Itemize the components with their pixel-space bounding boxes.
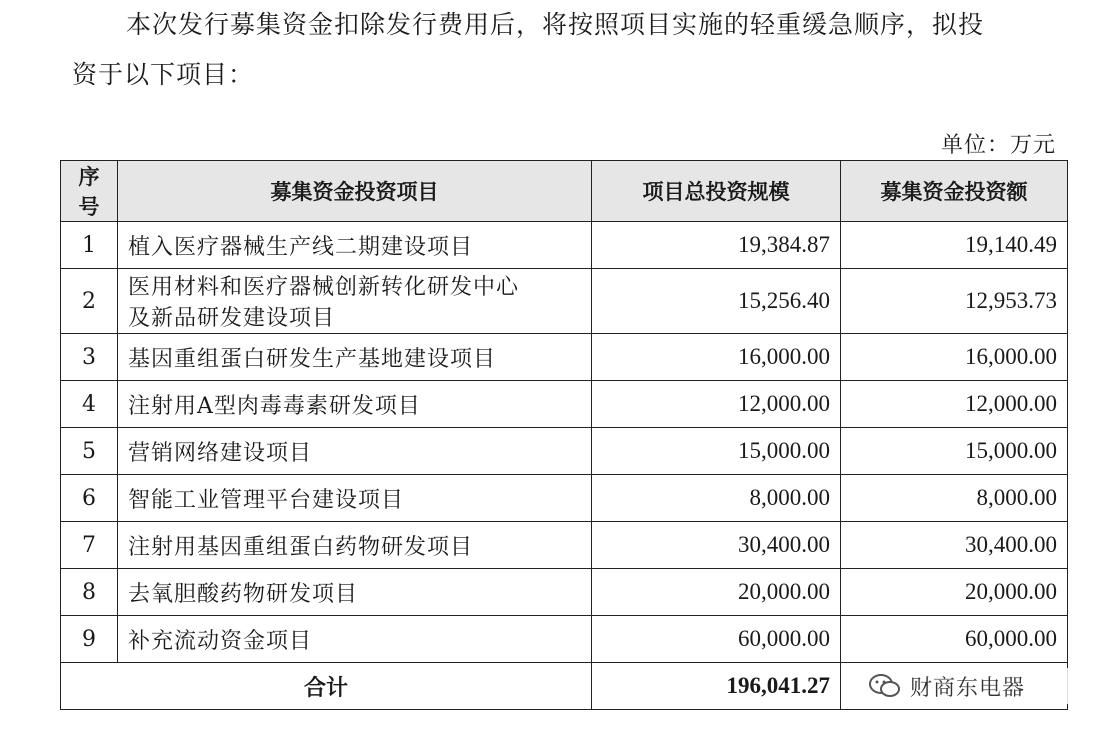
table-row bbox=[61, 381, 1068, 428]
row-seq: 9 bbox=[61, 616, 118, 663]
row-project-name: 智能工业管理平台建设项目 bbox=[118, 475, 592, 522]
table-row bbox=[61, 222, 1068, 269]
table-row bbox=[61, 569, 1068, 616]
table-row bbox=[61, 475, 1068, 522]
row-raised-investment: 12,953.73 bbox=[841, 269, 1068, 334]
row-total-investment: 20,000.00 bbox=[592, 569, 841, 616]
row-raised-investment: 16,000.00 bbox=[841, 334, 1068, 381]
row-raised-investment: 12,000.00 bbox=[841, 381, 1068, 428]
row-project-name-line-2: 及新品研发建设项目 bbox=[128, 306, 336, 331]
table-row bbox=[61, 616, 1068, 663]
row-seq: 2 bbox=[61, 269, 118, 334]
intro-line-2: 资于以下项目： bbox=[72, 60, 255, 89]
header-seq: 序号 bbox=[61, 161, 118, 222]
row-seq: 5 bbox=[61, 428, 118, 475]
row-total-investment: 12,000.00 bbox=[592, 381, 841, 428]
header-raised-investment: 募集资金投资额 bbox=[841, 161, 1068, 222]
row-total-investment: 15,256.40 bbox=[592, 269, 841, 334]
row-project-name: 注射用基因重组蛋白药物研发项目 bbox=[118, 522, 592, 569]
row-project-name-line-1: 医用材料和医疗器械创新转化研发中心 bbox=[128, 275, 520, 300]
row-total-investment: 30,400.00 bbox=[592, 522, 841, 569]
row-seq: 4 bbox=[61, 381, 118, 428]
total-investment-sum: 196,041.27 bbox=[592, 663, 841, 710]
row-raised-investment: 8,000.00 bbox=[841, 475, 1068, 522]
row-raised-investment: 60,000.00 bbox=[841, 616, 1068, 663]
unit-label: 单位：万元 bbox=[940, 133, 1056, 158]
header-project: 募集资金投资项目 bbox=[118, 161, 592, 222]
row-project-name: 补充流动资金项目 bbox=[118, 616, 592, 663]
row-project-name: 去氧胆酸药物研发项目 bbox=[118, 569, 592, 616]
intro-line-1: 本次发行募集资金扣除发行费用后，将按照项目实施的轻重缓急顺序，拟投 bbox=[126, 10, 985, 39]
investment-table bbox=[60, 160, 1068, 710]
row-project-name bbox=[118, 269, 592, 334]
row-seq: 7 bbox=[61, 522, 118, 569]
table-row bbox=[61, 522, 1068, 569]
row-raised-investment: 30,400.00 bbox=[841, 522, 1068, 569]
row-project-name: 植入医疗器械生产线二期建设项目 bbox=[118, 222, 592, 269]
row-total-investment: 16,000.00 bbox=[592, 334, 841, 381]
table-row bbox=[61, 334, 1068, 381]
total-label: 合计 bbox=[61, 663, 592, 710]
row-total-investment: 8,000.00 bbox=[592, 475, 841, 522]
table-row bbox=[61, 428, 1068, 475]
header-total-investment: 项目总投资规模 bbox=[592, 161, 841, 222]
row-raised-investment: 20,000.00 bbox=[841, 569, 1068, 616]
watermark bbox=[868, 668, 1088, 704]
wechat-icon bbox=[868, 672, 902, 700]
row-project-name: 营销网络建设项目 bbox=[118, 428, 592, 475]
row-total-investment: 60,000.00 bbox=[592, 616, 841, 663]
row-seq: 6 bbox=[61, 475, 118, 522]
row-seq: 3 bbox=[61, 334, 118, 381]
row-seq: 1 bbox=[61, 222, 118, 269]
row-raised-investment: 19,140.49 bbox=[841, 222, 1068, 269]
row-raised-investment: 15,000.00 bbox=[841, 428, 1068, 475]
row-project-name: 基因重组蛋白研发生产基地建设项目 bbox=[118, 334, 592, 381]
table-row bbox=[61, 269, 1068, 334]
row-project-name: 注射用A型肉毒毒素研发项目 bbox=[118, 381, 592, 428]
row-total-investment: 15,000.00 bbox=[592, 428, 841, 475]
row-total-investment: 19,384.87 bbox=[592, 222, 841, 269]
intro-paragraph bbox=[72, 0, 1072, 100]
row-seq: 8 bbox=[61, 569, 118, 616]
watermark-text: 财商东电器 bbox=[910, 675, 1026, 701]
table-header-row bbox=[61, 161, 1068, 222]
